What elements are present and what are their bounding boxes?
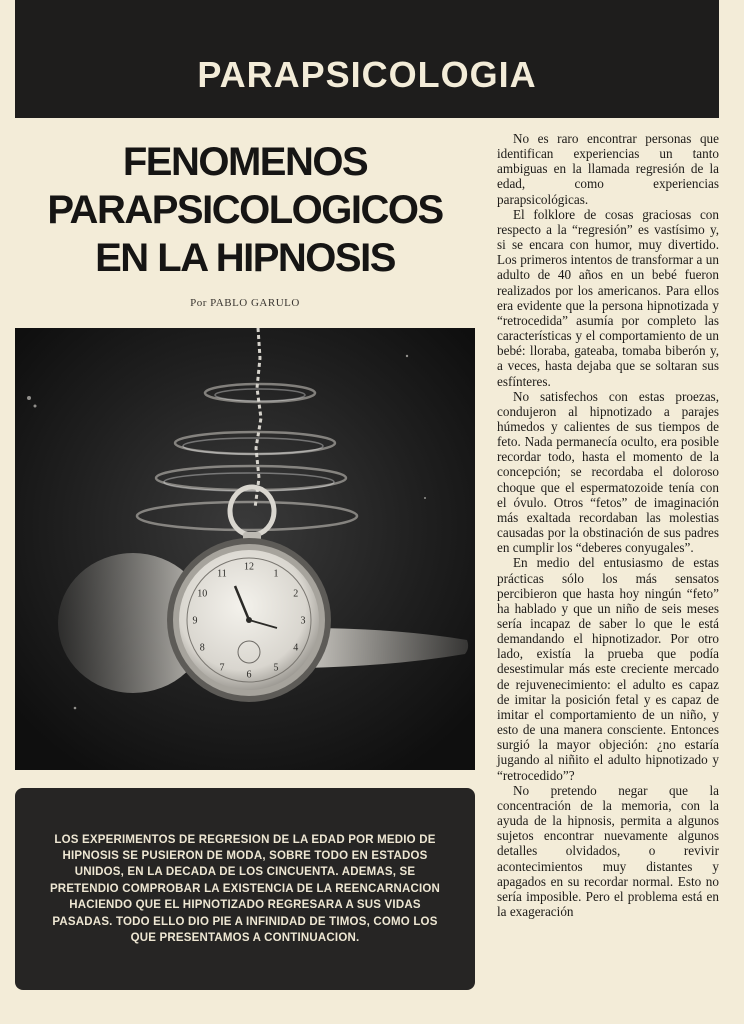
dial-numeral: 6 xyxy=(246,669,252,681)
dial-numeral: 10 xyxy=(197,588,208,600)
dial-numeral: 3 xyxy=(300,615,306,627)
dial-numeral: 4 xyxy=(293,642,299,654)
headline-line-3: EN LA HIPNOSIS xyxy=(95,236,395,280)
headline-line-2: PARAPSICOLOGICOS xyxy=(47,188,443,232)
article-headline xyxy=(15,138,475,282)
dial-numeral: 8 xyxy=(199,642,205,654)
body-paragraph: El folklore de cosas graciosas con respecto a la “regresión” es vastísimo y, si se encara con humor, muy divertido. Los primeros intentos de transformar a un adulto de 40 años en un bebé fueron realizados por los americanos. Para ellos era evidente que la persona hipnotizada y “retrocedida” asumía por completo las características y el comportamiento de un bebé: lloraba, gateaba, tomaba biberón y, a veces, hasta dejaba que se soltaran sus esfínteres. xyxy=(497,206,719,389)
body-paragraph: No pretendo negar que la concentración de la memoria, con la ayuda de la hipnosis, permita a algunos sujetos encontrar nuevamente algunos detalles olvidados, o revivir acontecimientos muy distantes y apagados en su recordar normal. Esto no sería imposible. Pero el problema está en la exageración xyxy=(497,782,719,919)
body-paragraph: No satisfechos con estas proezas, condujeron al hipnotizado a parajes húmedos y calientes de sus tiempos de feto. Nada permanecía oculto, era posible recordar todo, hasta el momento de la concepción; se recordaba el doloroso choque que el espermatozoide tenía con el óvulo. Otros “fetos” de imaginación más exaltada recordaban las molestias causadas por la obstinación de sus padres en cumplir los “deberes conyugales”. xyxy=(497,388,719,556)
body-paragraph: No es raro encontrar personas que identifican experiencias un tanto ambiguas en la llamada regresión de la edad, como experiencias parapsicológicas. xyxy=(497,131,719,207)
dial-numeral: 2 xyxy=(293,588,299,600)
dial-numeral: 5 xyxy=(273,662,279,674)
photo-illustration xyxy=(15,328,475,770)
byline: Por PABLO GARULO xyxy=(190,297,300,309)
dial-numeral: 11 xyxy=(217,568,227,580)
section-header-bar xyxy=(15,0,719,118)
dial-numeral: 12 xyxy=(244,561,254,573)
pocket-watch-pendulum-photo xyxy=(15,328,475,770)
caption-box xyxy=(15,788,475,990)
dial-numeral: 9 xyxy=(192,615,198,627)
dial-numeral: 1 xyxy=(273,568,279,580)
section-title: PARAPSICOLOGIA xyxy=(197,54,537,95)
caption-text: LOS EXPERIMENTOS DE REGRESION DE LA EDAD POR MEDIO DE HIPNOSIS SE PUSIERON DE MODA, SOBRE TODO EN ESTADOS UNIDOS, EN LA DECADA DE LOS CINCUENTA. ADEMAS, SE PRETENDIO COMPROBAR LA EXISTENCIA DE LA REENCARNACION HACIENDO QUE EL HIPNOTIZADO REGRESARA A SUS VIDAS PASADAS. TODO ELLO DIO PIE A INFINIDAD DE TIMOS, COMO LOS QUE PRESENTAMOS A CONTINUACION. xyxy=(49,833,441,945)
headline-line-1: FENOMENOS xyxy=(122,140,368,184)
dial-numeral: 7 xyxy=(219,662,225,674)
body-paragraph: En medio del entusiasmo de estas prácticas sólo los más sensatos percibieron que hasta hoy ningún “feto” ha hablado y que un niño de seis meses sería incapaz de saber lo que le está demandando el hipnotizador. Por otro lado, existía la prueba que podía desestimular más este creciente mercado de rejuvenecimiento: el adulto es capaz de imitar la posición fetal y es capaz de imitar el comportamiento de un niño, y esto de una manera consciente. Entonces surgió la mayor objeción: ¿no estaría jugando al niñito el adulto hipnotizado y “retrocedido”? xyxy=(497,555,719,783)
article-body xyxy=(497,131,719,919)
